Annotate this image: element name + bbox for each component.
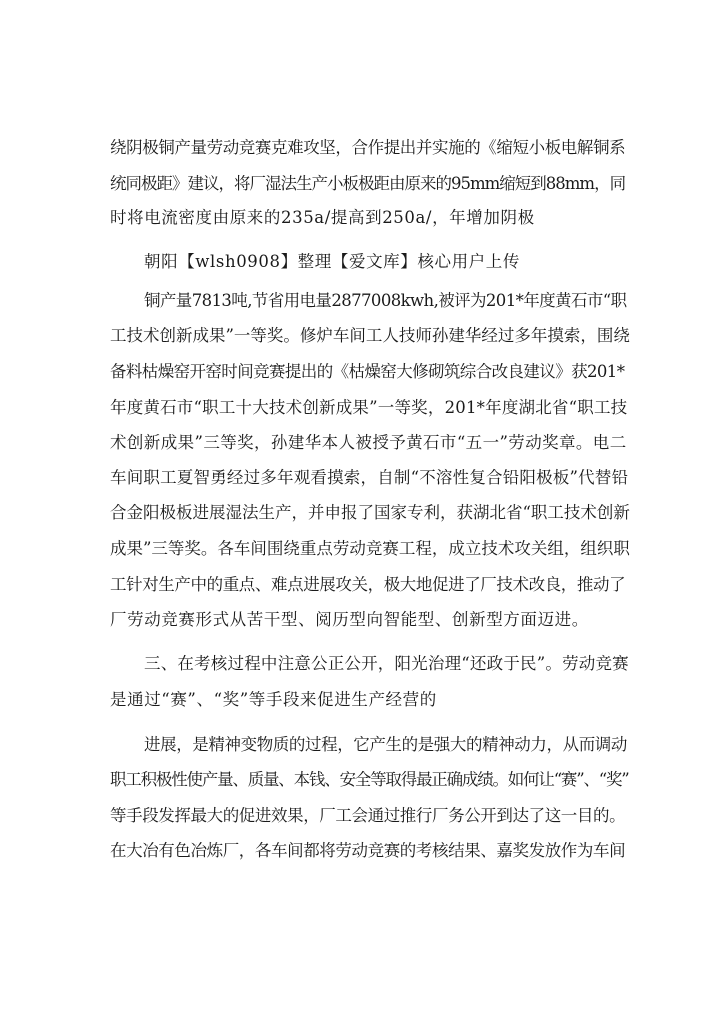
text-line: 统同极距》建议，将厂湿法生产小板极距由原来的95mm缩短到88mm，同 xyxy=(110,174,626,193)
text-line: 朝阳【wlsh0908】整理【爱文库】核心用户上传 xyxy=(144,252,520,271)
text-line: 术创新成果”三等奖，孙建华本人被授予黄石市“五一”劳动奖章。电二 xyxy=(110,433,627,452)
text-line: 时将电流密度由原来的235a/提高到250a/，年增加阴极 xyxy=(110,208,535,227)
text-line: 工技术创新成果”一等奖。修炉车间工人技师孙建华经过多年摸索，围绕 xyxy=(110,326,630,345)
text-line: 工针对生产中的重点、难点进展攻关，极大地促进了厂技术改良，推动了 xyxy=(110,575,626,594)
text-line: 绕阴极铜产量劳动竞赛克难攻坚，合作提出并实施的《缩短小板电解铜系 xyxy=(110,138,626,157)
text-line: 是通过“赛”、“奖”等手段来促进生产经营的 xyxy=(110,690,437,709)
text-line: 在大冶有色冶炼厂，各车间都将劳动竞赛的考核结果、嘉奖发放作为车间 xyxy=(110,841,626,860)
text-line: 铜产量7813吨,节省用电量2877008kwh,被评为201*年度黄石市“职 xyxy=(144,291,627,310)
text-line: 备料枯燥窑开窑时间竞赛提出的《枯燥窑大修砌筑综合改良建议》获201* xyxy=(110,362,625,381)
text-line: 合金阳极板进展湿法生产，并申报了国家专利，获湖北省“职工技术创新 xyxy=(110,503,630,522)
text-line: 厂劳动竞赛形式从苦干型、阅历型向智能型、创新型方面迈进。 xyxy=(110,610,589,629)
text-line: 三、在考核过程中注意公正公开，阳光治理“还政于民”。劳动竞赛 xyxy=(144,654,629,673)
text-line: 车间职工夏智勇经过多年观看摸索，自制“不溶性复合铅阳极板”代替铅 xyxy=(110,468,629,487)
text-line: 进展，是精神变物质的过程，它产生的是强大的精神动力，从而调动 xyxy=(144,735,628,754)
text-line: 成果”三等奖。各车间围绕重点劳动竞赛工程，成立技术攻关组，组织职 xyxy=(110,539,630,558)
text-line: 年度黄石市“职工十大技术创新成果”一等奖，201*年度湖北省“职工技 xyxy=(110,398,628,417)
text-line: 职工积极性使产量、质量、本钱、安全等取得最正确成绩。如何让“赛”、“奖” xyxy=(110,770,629,789)
text-line: 等手段发挥最大的促进效果，厂工会通过推行厂务公开到达了这一目的。 xyxy=(110,806,626,825)
